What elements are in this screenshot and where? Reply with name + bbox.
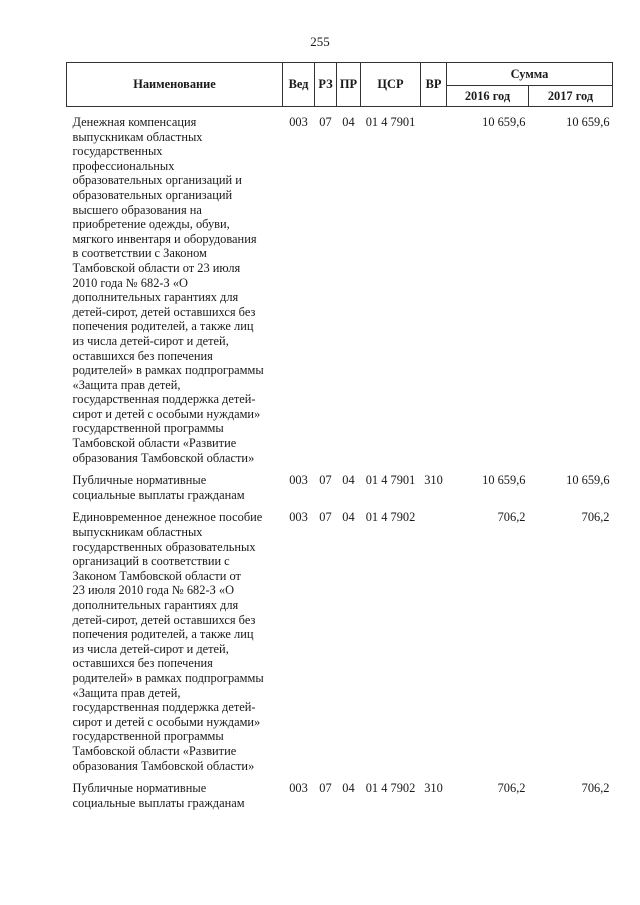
row-name-line: оставшихся без попечения (72, 656, 213, 671)
row-sum-2017: 706,2 (581, 781, 610, 796)
row-name-line: Публичные нормативные (72, 473, 207, 488)
row-sum-2016: 706,2 (497, 510, 526, 525)
row-spacer (67, 502, 613, 510)
table-header (67, 63, 613, 107)
row-name-line: «Защита прав детей, (72, 377, 181, 392)
row-csr: 01 4 7901 (365, 115, 416, 129)
header-ved: Вед (283, 63, 315, 107)
row-csr: 01 4 7901 (365, 473, 416, 488)
row-name-line: образовательных организаций и (72, 173, 242, 188)
row-name-line: Тамбовской области «Развитие (72, 436, 237, 451)
row-name-line: государственной программы (72, 421, 224, 436)
row-name-line: образования Тамбовской области» (72, 450, 255, 465)
row-name-line: государственной программы (72, 729, 224, 744)
row-sum-2017: 10 659,6 (566, 115, 610, 129)
row-name-line: Законом Тамбовской области от (72, 568, 241, 583)
table-body (67, 107, 613, 811)
header-pr: ПР (337, 63, 361, 107)
row-name-line: приобретение одежды, обуви, (72, 217, 230, 232)
row-name-line: детей-сирот, детей оставшихся без (72, 612, 256, 627)
row-name-line: организаций в соответствии с (72, 554, 230, 569)
row-sum-2016: 10 659,6 (482, 473, 526, 488)
row-name-line: 23 июля 2010 года № 682-З «О (72, 583, 235, 598)
row-name-line: Единовременное денежное пособие (72, 510, 263, 525)
row-name-line: в соответствии с Законом (72, 246, 207, 261)
header-vr: ВР (421, 63, 447, 107)
row-name-line: государственная поддержка детей- (72, 392, 256, 407)
row-name-line: из числа детей-сирот и детей, (72, 333, 229, 348)
row-name (67, 115, 283, 465)
row-name-line: сирот и детей с особыми нуждами» (72, 406, 261, 421)
row-name-line: «Защита прав детей, (72, 685, 181, 700)
row-name-line: социальные выплаты гражданам (72, 487, 245, 502)
table-row (67, 510, 613, 773)
row-rz: 07 (319, 473, 332, 488)
row-name-line: дополнительных гарантиях для (72, 598, 239, 612)
table-row (67, 781, 613, 810)
header-name: Наименование (67, 63, 283, 107)
row-sum-2017: 10 659,6 (566, 473, 610, 488)
row-name-line: государственных образовательных (72, 539, 256, 554)
row-name-line: родителей» в рамках подпрограммы (72, 363, 264, 378)
row-name-line: оставшихся без попечения (72, 348, 213, 363)
row-rz: 07 (319, 781, 332, 796)
row-pr: 04 (342, 473, 355, 488)
row-name-line: выпускникам областных (72, 525, 203, 540)
row-name-line: Публичные нормативные (72, 781, 207, 796)
row-name (67, 510, 283, 773)
row-name-line: Тамбовской области «Развитие (72, 743, 237, 758)
row-name-line: дополнительных гарантиях для (72, 290, 239, 305)
row-spacer (67, 107, 613, 116)
row-name-line: государственная поддержка детей- (72, 700, 256, 715)
header-year-2016: 2016 год (447, 86, 529, 107)
row-vr: 310 (424, 781, 443, 796)
table-row (67, 473, 613, 502)
row-rz: 07 (319, 115, 332, 129)
row-vr (421, 510, 447, 773)
row-ved: 003 (289, 510, 308, 525)
row-name-line: попечения родителей, а также лиц (72, 627, 254, 642)
row-sum-2016: 10 659,6 (482, 115, 526, 129)
row-name-line: 2010 года № 682-З «О (72, 275, 188, 290)
row-vr (421, 115, 447, 465)
row-name-line: выпускникам областных (72, 129, 203, 144)
header-year-2017: 2017 год (529, 86, 613, 107)
row-name-line: из числа детей-сирот и детей, (72, 641, 229, 656)
header-csr: ЦСР (361, 63, 421, 107)
page-number: 255 (310, 34, 330, 49)
row-name-line: попечения родителей, а также лиц (72, 319, 254, 334)
row-name (67, 473, 283, 502)
row-name-line: родителей» в рамках подпрограммы (72, 670, 264, 685)
row-sum-2017: 706,2 (581, 510, 610, 525)
row-vr: 310 (424, 473, 443, 488)
row-name-line: государственных (72, 144, 163, 159)
table-row (67, 115, 613, 465)
row-name-line: профессиональных (72, 158, 175, 173)
row-pr: 04 (342, 115, 355, 129)
row-spacer (67, 465, 613, 473)
row-name-line: детей-сирот, детей оставшихся без (72, 304, 256, 319)
row-sum-2016: 706,2 (497, 781, 526, 796)
row-pr: 04 (342, 510, 355, 525)
row-ved: 003 (289, 115, 308, 129)
row-name-line: образования Тамбовской области» (72, 758, 255, 773)
row-ved: 003 (289, 781, 308, 796)
row-spacer (67, 773, 613, 781)
row-name-line: мягкого инвентаря и оборудования (72, 231, 257, 246)
row-csr: 01 4 7902 (365, 781, 416, 796)
row-name-line: сирот и детей с особыми нуждами» (72, 714, 261, 729)
row-rz: 07 (319, 510, 332, 525)
header-rz: РЗ (315, 63, 337, 107)
row-name-line: Денежная компенсация (72, 115, 197, 129)
row-name-line: Тамбовской области от 23 июля (72, 260, 241, 275)
budget-table (66, 62, 613, 810)
row-name (67, 781, 283, 810)
row-csr: 01 4 7902 (365, 510, 416, 525)
row-ved: 003 (289, 473, 308, 488)
row-name-line: социальные выплаты гражданам (72, 795, 245, 810)
header-sum: Сумма (447, 63, 613, 86)
row-name-line: образовательных организаций (72, 187, 233, 202)
row-name-line: высшего образования на (72, 202, 202, 217)
row-pr: 04 (342, 781, 355, 796)
